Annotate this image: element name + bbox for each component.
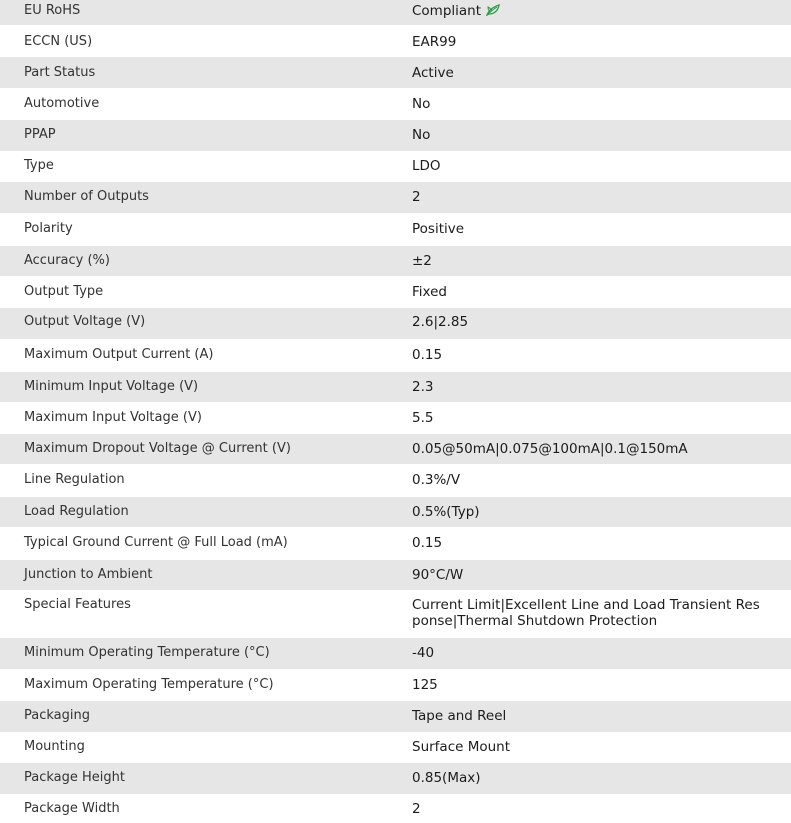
spec-value-container bbox=[412, 3, 772, 19]
spec-row-eu-rohs bbox=[0, 0, 791, 25]
spec-value: 2 bbox=[412, 189, 421, 205]
spec-value: Current Limit|Excellent Line and Load Transient Response|Thermal Shutdown Protection bbox=[412, 597, 760, 629]
spec-row-package-width bbox=[0, 794, 791, 823]
spec-value: No bbox=[412, 96, 431, 112]
spec-label: Maximum Operating Temperature (°C) bbox=[24, 677, 274, 692]
spec-value: Tape and Reel bbox=[412, 708, 507, 724]
spec-row-eccn bbox=[0, 25, 791, 57]
spec-label: Minimum Operating Temperature (°C) bbox=[24, 645, 270, 660]
spec-label: Package Width bbox=[24, 801, 120, 816]
spec-label: Line Regulation bbox=[24, 472, 125, 487]
spec-label: Maximum Output Current (A) bbox=[24, 347, 214, 362]
spec-row-type bbox=[0, 151, 791, 182]
spec-label: Special Features bbox=[24, 597, 131, 612]
spec-row-accuracy bbox=[0, 246, 791, 276]
spec-value: 2.6|2.85 bbox=[412, 314, 469, 330]
spec-row-max-output-current bbox=[0, 339, 791, 372]
spec-row-max-dropout-voltage bbox=[0, 434, 791, 464]
spec-label: Type bbox=[24, 158, 54, 173]
spec-value: LDO bbox=[412, 158, 441, 174]
spec-value: 0.5%(Typ) bbox=[412, 504, 480, 520]
spec-label: Minimum Input Voltage (V) bbox=[24, 379, 199, 394]
spec-value: Active bbox=[412, 65, 454, 81]
spec-row-part-status bbox=[0, 57, 791, 88]
spec-label: PPAP bbox=[24, 127, 56, 142]
spec-label: ECCN (US) bbox=[24, 34, 93, 49]
spec-value: 2.3 bbox=[412, 379, 434, 395]
spec-label: Maximum Input Voltage (V) bbox=[24, 410, 202, 425]
spec-label: Packaging bbox=[24, 708, 90, 723]
spec-value: 2 bbox=[412, 801, 421, 817]
spec-value: -40 bbox=[412, 645, 435, 661]
spec-row-line-regulation bbox=[0, 464, 791, 497]
spec-value: 125 bbox=[412, 677, 438, 693]
spec-value: 0.85(Max) bbox=[412, 770, 481, 786]
spec-label: Load Regulation bbox=[24, 504, 129, 519]
spec-row-package-height bbox=[0, 763, 791, 794]
spec-row-load-regulation bbox=[0, 497, 791, 527]
spec-row-automotive bbox=[0, 88, 791, 120]
spec-value: Surface Mount bbox=[412, 739, 511, 755]
spec-label: Package Height bbox=[24, 770, 125, 785]
spec-label: Maximum Dropout Voltage @ Current (V) bbox=[24, 441, 291, 456]
spec-row-min-input-voltage bbox=[0, 372, 791, 402]
spec-row-number-of-outputs bbox=[0, 182, 791, 213]
spec-label: Typical Ground Current @ Full Load (mA) bbox=[24, 535, 288, 550]
spec-label: Mounting bbox=[24, 739, 85, 754]
spec-label: Junction to Ambient bbox=[24, 567, 153, 582]
spec-label: Output Voltage (V) bbox=[24, 314, 146, 329]
spec-row-junction-to-ambient bbox=[0, 560, 791, 590]
spec-row-min-operating-temp bbox=[0, 638, 791, 669]
spec-value: Compliant bbox=[412, 3, 482, 19]
spec-value: Positive bbox=[412, 221, 465, 237]
spec-value: 5.5 bbox=[412, 410, 434, 426]
leaf-icon bbox=[486, 4, 500, 16]
spec-label: Part Status bbox=[24, 65, 96, 80]
spec-row-output-voltage bbox=[0, 308, 791, 339]
spec-row-ppap bbox=[0, 120, 791, 151]
spec-row-packaging bbox=[0, 701, 791, 732]
spec-value: No bbox=[412, 127, 431, 143]
spec-value: 0.3%/V bbox=[412, 472, 461, 488]
spec-value: ±2 bbox=[412, 253, 432, 269]
spec-row-special-features bbox=[0, 590, 791, 638]
spec-value: 90°C/W bbox=[412, 567, 464, 583]
spec-label: Output Type bbox=[24, 284, 104, 299]
spec-row-max-input-voltage bbox=[0, 402, 791, 434]
spec-value: 0.15 bbox=[412, 347, 443, 363]
spec-row-output-type bbox=[0, 276, 791, 308]
spec-row-mounting bbox=[0, 732, 791, 763]
spec-label: Automotive bbox=[24, 96, 100, 111]
spec-value: 0.15 bbox=[412, 535, 443, 551]
spec-label: Accuracy (%) bbox=[24, 253, 110, 268]
spec-row-max-operating-temp bbox=[0, 669, 791, 701]
spec-label: Number of Outputs bbox=[24, 189, 149, 204]
spec-row-polarity bbox=[0, 213, 791, 246]
spec-label: Polarity bbox=[24, 221, 73, 236]
spec-row-ground-current bbox=[0, 527, 791, 560]
spec-value: EAR99 bbox=[412, 34, 457, 50]
spec-value: Fixed bbox=[412, 284, 447, 300]
spec-value: 0.05@50mA|0.075@100mA|0.1@150mA bbox=[412, 441, 688, 457]
spec-label: EU RoHS bbox=[24, 3, 81, 18]
